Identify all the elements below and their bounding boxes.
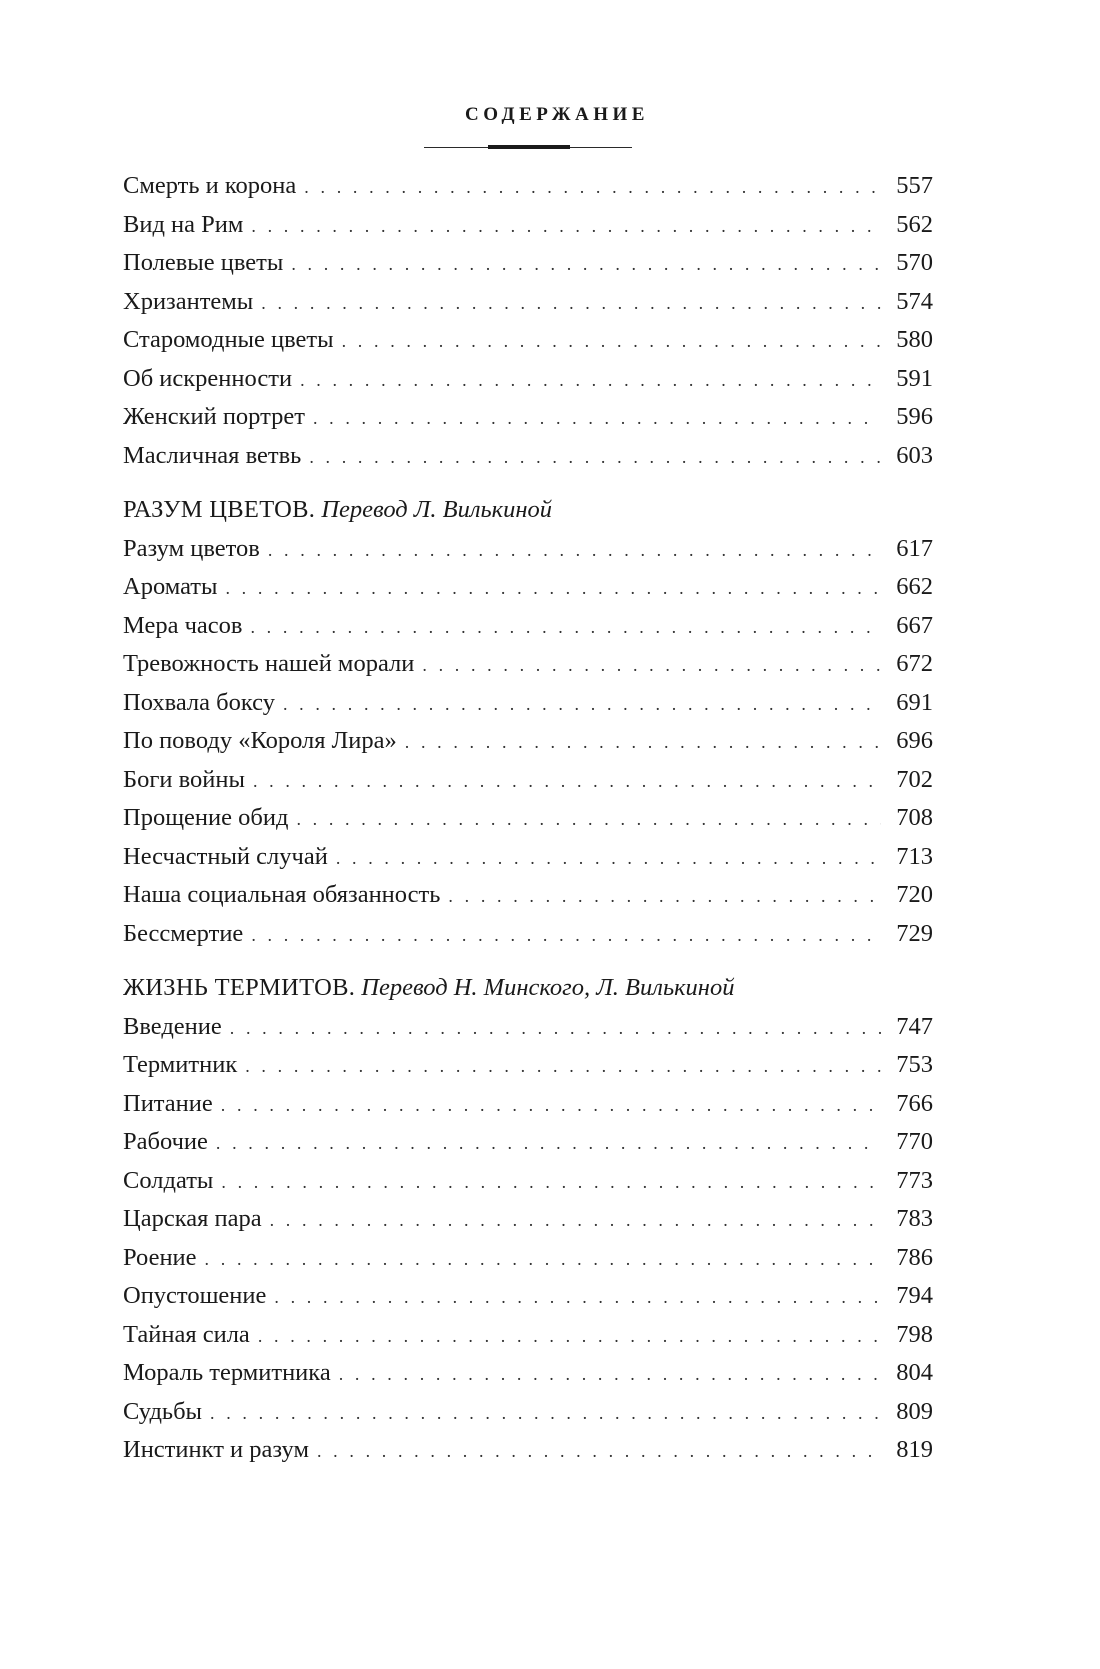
dot-leader bbox=[342, 322, 881, 361]
dot-leader bbox=[251, 207, 881, 246]
dot-leader bbox=[339, 1355, 881, 1394]
toc-entry-title: Женский портрет bbox=[123, 403, 305, 430]
dot-leader bbox=[336, 839, 881, 878]
toc-section-heading[interactable] bbox=[123, 969, 933, 1008]
toc-entry-title: Солдаты bbox=[123, 1166, 214, 1194]
toc-entry-page: 672 bbox=[896, 650, 933, 677]
toc-entry[interactable] bbox=[123, 1123, 933, 1162]
dot-leader bbox=[253, 762, 881, 801]
toc-entry-page: 713 bbox=[896, 842, 933, 870]
toc-entry[interactable] bbox=[123, 1046, 933, 1085]
toc-entry[interactable] bbox=[123, 283, 933, 322]
dot-leader bbox=[251, 916, 881, 955]
toc-entry-title: Опустошение bbox=[123, 1282, 267, 1309]
toc-entry-page: 798 bbox=[896, 1320, 933, 1348]
toc-entry-page: 783 bbox=[896, 1205, 933, 1232]
dot-leader bbox=[210, 1394, 881, 1433]
toc-entry[interactable] bbox=[123, 1354, 933, 1393]
toc-entry[interactable] bbox=[123, 1239, 933, 1278]
toc-entry[interactable] bbox=[123, 530, 933, 569]
toc-entry-title: Прощение обид bbox=[123, 804, 289, 831]
toc-entry-page: 596 bbox=[896, 403, 933, 430]
dot-leader bbox=[261, 284, 881, 323]
page-header bbox=[0, 104, 1100, 126]
toc-entry-title: Рабочие bbox=[123, 1128, 208, 1155]
toc-entry[interactable] bbox=[123, 915, 933, 954]
toc-entry-page: 662 bbox=[896, 573, 933, 600]
toc-entry-title: Введение bbox=[123, 1012, 222, 1040]
toc-entry-page: 570 bbox=[896, 249, 933, 276]
toc-entry[interactable] bbox=[123, 244, 933, 283]
section-translator: Перевод Л. Вилькиной bbox=[321, 496, 553, 523]
toc-entry[interactable] bbox=[123, 838, 933, 877]
dot-leader bbox=[221, 1163, 881, 1202]
toc-entry-title: Судьбы bbox=[123, 1397, 203, 1425]
toc-entry-title: Мораль термитника bbox=[123, 1359, 331, 1386]
dot-leader bbox=[422, 646, 881, 685]
toc-entry-page: 786 bbox=[896, 1243, 933, 1271]
toc-entry-title: Вид на Рим bbox=[123, 210, 244, 238]
toc-entry[interactable] bbox=[123, 1008, 933, 1047]
toc-entry-title: Ароматы bbox=[123, 573, 218, 600]
toc-entry[interactable] bbox=[123, 799, 933, 838]
toc-entry-page: 691 bbox=[896, 688, 933, 716]
toc-entry-title: Смерть и корона bbox=[123, 172, 297, 199]
toc-entry-title: Роение bbox=[123, 1243, 197, 1271]
dot-leader bbox=[225, 569, 881, 608]
toc-entry-title: Разум цветов bbox=[123, 534, 260, 562]
toc-entry-page: 562 bbox=[896, 210, 933, 238]
toc-entry[interactable] bbox=[123, 398, 933, 437]
dot-leader bbox=[304, 168, 881, 207]
toc-entry-page: 702 bbox=[896, 765, 933, 793]
dot-leader bbox=[205, 1240, 881, 1279]
toc-entry-title: Термитник bbox=[123, 1051, 238, 1078]
toc-entry-page: 708 bbox=[896, 804, 933, 831]
dot-leader bbox=[291, 245, 881, 284]
toc-entry[interactable] bbox=[123, 437, 933, 476]
toc-entry-page: 574 bbox=[896, 287, 933, 315]
dot-leader bbox=[258, 1317, 881, 1356]
toc-entry-page: 770 bbox=[896, 1128, 933, 1155]
dot-leader bbox=[405, 723, 881, 762]
toc-entry[interactable] bbox=[123, 876, 933, 915]
toc-entry-title: Наша социальная обязанность bbox=[123, 881, 441, 908]
toc-entry[interactable] bbox=[123, 568, 933, 607]
dot-leader bbox=[216, 1124, 881, 1163]
dot-leader bbox=[448, 877, 881, 916]
dot-leader bbox=[283, 685, 881, 724]
toc-entry-title: Царская пара bbox=[123, 1205, 262, 1232]
toc-entry[interactable] bbox=[123, 1431, 933, 1470]
toc-section-heading[interactable] bbox=[123, 491, 933, 530]
dot-leader bbox=[250, 608, 881, 647]
table-of-contents bbox=[123, 167, 933, 1470]
toc-entry-page: 819 bbox=[896, 1436, 933, 1463]
dot-leader bbox=[313, 399, 881, 438]
toc-entry[interactable] bbox=[123, 607, 933, 646]
toc-entry-page: 557 bbox=[896, 172, 933, 199]
section-title: ЖИЗНЬ ТЕРМИТОВ. bbox=[123, 974, 356, 1001]
toc-entry-page: 591 bbox=[896, 364, 933, 392]
dot-leader bbox=[245, 1047, 881, 1086]
toc-entry-title: Хризантемы bbox=[123, 287, 254, 315]
toc-entry-title: Масличная ветвь bbox=[123, 441, 302, 469]
toc-entry-page: 667 bbox=[896, 611, 933, 639]
toc-entry-page: 580 bbox=[896, 326, 933, 353]
toc-entry-title: Похвала боксу bbox=[123, 688, 275, 716]
toc-entry-page: 766 bbox=[896, 1089, 933, 1117]
dot-leader bbox=[317, 1432, 881, 1471]
toc-entry[interactable] bbox=[123, 1162, 933, 1201]
toc-entry[interactable] bbox=[123, 1316, 933, 1355]
toc-entry-title: Старомодные цветы bbox=[123, 326, 334, 353]
dot-leader bbox=[230, 1009, 881, 1048]
toc-entry[interactable] bbox=[123, 761, 933, 800]
toc-entry-title: Тревожность нашей морали bbox=[123, 650, 415, 677]
dot-leader bbox=[309, 438, 881, 477]
toc-entry-page: 603 bbox=[896, 441, 933, 469]
toc-entry-page: 617 bbox=[896, 534, 933, 562]
dot-leader bbox=[221, 1086, 881, 1125]
dot-leader bbox=[274, 1278, 881, 1317]
toc-entry-title: Тайная сила bbox=[123, 1320, 250, 1348]
dot-leader bbox=[300, 361, 881, 400]
dot-leader bbox=[268, 531, 881, 570]
toc-entry-title: Полевые цветы bbox=[123, 249, 284, 276]
toc-entry-page: 747 bbox=[896, 1012, 933, 1040]
toc-entry-page: 753 bbox=[896, 1051, 933, 1078]
toc-entry[interactable] bbox=[123, 1277, 933, 1316]
toc-entry-title: Мера часов bbox=[123, 611, 243, 639]
toc-entry-page: 729 bbox=[896, 919, 933, 947]
toc-entry-title: По поводу «Короля Лира» bbox=[123, 727, 397, 754]
toc-entry[interactable] bbox=[123, 1085, 933, 1124]
toc-entry-title: Питание bbox=[123, 1089, 213, 1117]
page-title: СОДЕРЖАНИЕ bbox=[465, 104, 649, 125]
toc-entry-page: 720 bbox=[896, 881, 933, 908]
toc-entry-title: Несчастный случай bbox=[123, 842, 328, 870]
toc-entry-page: 804 bbox=[896, 1359, 933, 1386]
toc-entry-title: Боги войны bbox=[123, 765, 245, 793]
dot-leader bbox=[270, 1201, 881, 1240]
toc-entry-title: Бессмертие bbox=[123, 919, 244, 947]
toc-entry[interactable] bbox=[123, 360, 933, 399]
toc-entry-title: Инстинкт и разум bbox=[123, 1436, 309, 1463]
toc-entry[interactable] bbox=[123, 206, 933, 245]
toc-entry-page: 773 bbox=[896, 1166, 933, 1194]
header-rule-accent bbox=[488, 145, 570, 149]
toc-entry[interactable] bbox=[123, 645, 933, 684]
toc-entry[interactable] bbox=[123, 722, 933, 761]
toc-entry[interactable] bbox=[123, 684, 933, 723]
toc-entry-page: 696 bbox=[896, 727, 933, 754]
toc-entry[interactable] bbox=[123, 1393, 933, 1432]
toc-entry[interactable] bbox=[123, 1200, 933, 1239]
dot-leader bbox=[296, 800, 881, 839]
section-title: РАЗУМ ЦВЕТОВ. bbox=[123, 496, 316, 523]
toc-entry-title: Об искренности bbox=[123, 364, 293, 392]
section-translator: Перевод Н. Минского, Л. Вилькиной bbox=[361, 974, 735, 1001]
toc-entry-page: 794 bbox=[896, 1282, 933, 1309]
toc-entry[interactable] bbox=[123, 321, 933, 360]
toc-entry[interactable] bbox=[123, 167, 933, 206]
toc-entry-page: 809 bbox=[896, 1397, 933, 1425]
